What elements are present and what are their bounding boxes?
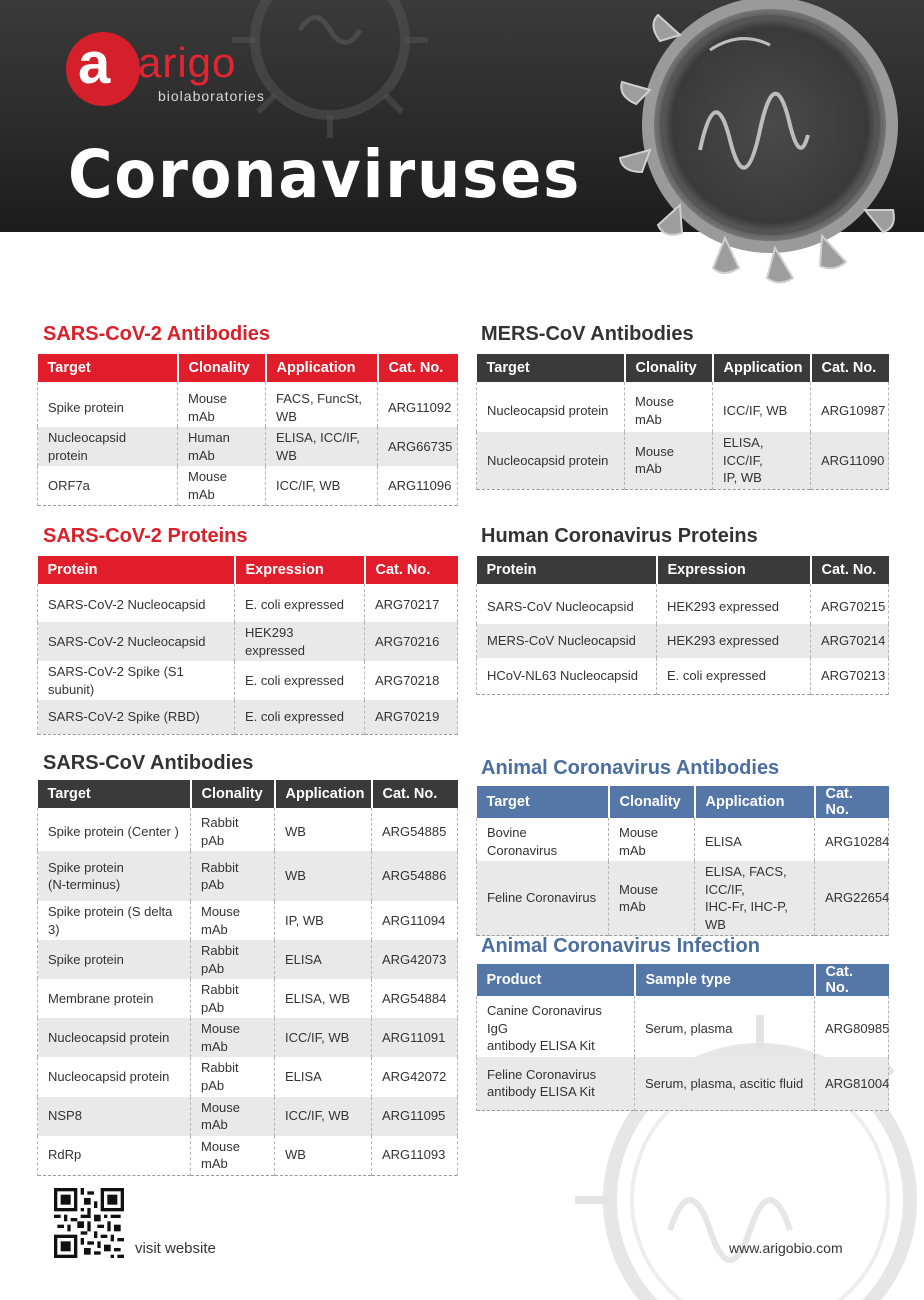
table-row [38,700,458,734]
cat-no-cell: ARG81004 [815,1057,889,1111]
target-cell: Spike protein (S delta 3) [38,901,191,940]
expression-cell: HEK293 expressed [657,584,811,624]
table-row [38,1136,458,1176]
target-cell: Feline Coronavirus [477,861,609,936]
animal-coronavirus-antibodies-title: Animal Coronavirus Antibodies [481,757,780,779]
protein-cell: HCoV-NL63 Nucleocapsid [477,658,657,694]
column-header: Cat. No. [378,354,458,382]
table-row [38,584,458,622]
column-header: Application [713,354,811,382]
application-cell: ICC/IF, WB [275,1018,372,1057]
expression-cell: HEK293 expressed [657,624,811,658]
target-cell: NSP8 [38,1097,191,1136]
cat-no-cell: ARG11092 [378,382,458,427]
application-cell: ELISA, WB [275,979,372,1018]
column-header: Cat. No. [811,354,889,382]
cat-no-cell: ARG11093 [372,1136,458,1176]
sars-cov2-proteins-table [37,556,458,735]
cat-no-cell: ARG11095 [372,1097,458,1136]
application-cell: WB [275,1136,372,1176]
table-row [477,996,889,1057]
table-row [38,427,458,466]
clonality-cell: Mouse mAb [191,1136,275,1176]
table-row [38,979,458,1018]
column-header: Application [275,780,372,808]
human-coronavirus-proteins-table [476,556,889,695]
cat-no-cell: ARG70215 [811,584,889,624]
clonality-cell: Rabbit pAb [191,979,275,1018]
protein-cell: SARS-CoV-2 Spike (RBD) [38,700,235,734]
cat-no-cell: ARG22654 [815,861,889,936]
table-row [38,940,458,979]
column-header: Cat. No. [365,556,458,584]
cat-no-cell: ARG42072 [372,1057,458,1096]
cat-no-cell: ARG80985 [815,996,889,1057]
table-row [477,861,889,936]
column-header: Expression [657,556,811,584]
cat-no-cell: ARG66735 [378,427,458,466]
cat-no-cell: ARG54884 [372,979,458,1018]
mers-cov-antibodies-table [476,354,889,490]
cat-no-cell: ARG70218 [365,661,458,700]
application-cell: ELISA, ICC/IF, WB [266,427,378,466]
application-cell: ICC/IF, WB [713,382,811,432]
table-header-row [477,354,889,382]
application-cell: WB [275,851,372,901]
clonality-cell: Mouse mAb [609,861,695,936]
animal-coronavirus-infection-title: Animal Coronavirus Infection [481,935,760,957]
clonality-cell: Mouse mAb [625,432,713,489]
table-row [477,658,889,694]
arigo-logo[interactable] [66,32,276,112]
expression-cell: HEK293 expressed [235,622,365,661]
table-row [477,432,889,489]
column-header: Clonality [178,354,266,382]
target-cell: Nucleocapsid protein [38,1018,191,1057]
protein-cell: MERS-CoV Nucleocapsid [477,624,657,658]
cat-no-cell: ARG70216 [365,622,458,661]
application-cell: ELISA [275,1057,372,1096]
column-header: Clonality [191,780,275,808]
product-cell: Feline Coronavirus antibody ELISA Kit [477,1057,635,1111]
column-header: Clonality [625,354,713,382]
column-header: Protein [477,556,657,584]
expression-cell: E. coli expressed [235,700,365,734]
sars-cov2-antibodies-table [37,354,458,506]
column-header: Product [477,964,635,996]
table-row [38,808,458,851]
column-header: Sample type [635,964,815,996]
website-url-link[interactable]: www.arigobio.com [729,1240,843,1256]
target-cell: Spike protein [38,382,178,427]
logo-subtitle: biolaboratories [158,88,265,104]
page-header [0,0,924,232]
table-row [38,1097,458,1136]
table-header-row [477,556,889,584]
protein-cell: SARS-CoV Nucleocapsid [477,584,657,624]
target-cell: ORF7a [38,466,178,506]
qr-code-icon[interactable] [54,1188,124,1258]
logo-letter: a [78,31,111,96]
table-row [38,1018,458,1057]
sars-cov2-proteins-title: SARS-CoV-2 Proteins [43,525,248,547]
application-cell: ELISA [695,818,815,861]
column-header: Cat. No. [815,964,889,996]
clonality-cell: Mouse mAb [191,1018,275,1057]
cat-no-cell: ARG54885 [372,808,458,851]
table-row [38,661,458,700]
table-row [477,584,889,624]
column-header: Cat. No. [372,780,458,808]
visit-website-label: visit website [135,1240,216,1257]
target-cell: Spike protein (N-terminus) [38,851,191,901]
clonality-cell: Mouse mAb [178,466,266,506]
table-row [38,901,458,940]
column-header: Cat. No. [811,556,889,584]
application-cell: ELISA [275,940,372,979]
table-row [38,466,458,506]
cat-no-cell: ARG70214 [811,624,889,658]
animal-coronavirus-infection-table [476,964,889,1111]
target-cell: Nucleocapsid protein [477,432,625,489]
cat-no-cell: ARG11091 [372,1018,458,1057]
sars-cov2-antibodies-title: SARS-CoV-2 Antibodies [43,323,271,345]
cat-no-cell: ARG10284 [815,818,889,861]
application-cell: ELISA, ICC/IF, IP, WB [713,432,811,489]
clonality-cell: Rabbit pAb [191,940,275,979]
cat-no-cell: ARG70219 [365,700,458,734]
sars-cov-antibodies-title: SARS-CoV Antibodies [43,752,254,774]
cat-no-cell: ARG70213 [811,658,889,694]
target-cell: Spike protein [38,940,191,979]
expression-cell: E. coli expressed [235,661,365,700]
animal-coronavirus-antibodies-table [476,786,889,936]
table-row [38,851,458,901]
clonality-cell: Rabbit pAb [191,851,275,901]
table-row [38,622,458,661]
clonality-cell: Rabbit pAb [191,1057,275,1096]
expression-cell: E. coli expressed [235,584,365,622]
page-title: Coronaviruses [68,136,582,213]
clonality-cell: Mouse mAb [191,1097,275,1136]
table-row [38,382,458,427]
target-cell: Membrane protein [38,979,191,1018]
column-header: Expression [235,556,365,584]
human-coronavirus-proteins-title: Human Coronavirus Proteins [481,525,758,547]
cat-no-cell: ARG10987 [811,382,889,432]
cat-no-cell: ARG54886 [372,851,458,901]
application-cell: ICC/IF, WB [266,466,378,506]
target-cell: Bovine Coronavirus [477,818,609,861]
sars-cov-antibodies-table [37,780,458,1176]
column-header: Application [695,786,815,818]
table-header-row [477,964,889,996]
table-row [477,382,889,432]
logo-wordmark: arigo [138,39,237,86]
product-cell: Canine Coronavirus IgG antibody ELISA Kit [477,996,635,1057]
sample-type-cell: Serum, plasma [635,996,815,1057]
column-header: Protein [38,556,235,584]
application-cell: IP, WB [275,901,372,940]
cat-no-cell: ARG42073 [372,940,458,979]
clonality-cell: Human mAb [178,427,266,466]
table-row [38,1057,458,1096]
table-header-row [38,354,458,382]
column-header: Clonality [609,786,695,818]
cat-no-cell: ARG11090 [811,432,889,489]
table-header-row [477,786,889,818]
column-header: Cat. No. [815,786,889,818]
table-header-row [38,556,458,584]
table-row [477,818,889,861]
clonality-cell: Mouse mAb [178,382,266,427]
protein-cell: SARS-CoV-2 Nucleocapsid [38,584,235,622]
expression-cell: E. coli expressed [657,658,811,694]
clonality-cell: Rabbit pAb [191,808,275,851]
target-cell: RdRp [38,1136,191,1176]
sample-type-cell: Serum, plasma, ascitic fluid [635,1057,815,1111]
cat-no-cell: ARG70217 [365,584,458,622]
table-row [477,1057,889,1111]
target-cell: Nucleocapsid protein [38,1057,191,1096]
clonality-cell: Mouse mAb [625,382,713,432]
column-header: Target [38,780,191,808]
protein-cell: SARS-CoV-2 Spike (S1 subunit) [38,661,235,700]
column-header: Application [266,354,378,382]
cat-no-cell: ARG11094 [372,901,458,940]
cat-no-cell: ARG11096 [378,466,458,506]
application-cell: ELISA, FACS, ICC/IF, IHC-Fr, IHC-P, WB [695,861,815,936]
protein-cell: SARS-CoV-2 Nucleocapsid [38,622,235,661]
clonality-cell: Mouse mAb [609,818,695,861]
application-cell: ICC/IF, WB [275,1097,372,1136]
mers-cov-antibodies-title: MERS-CoV Antibodies [481,323,694,345]
application-cell: WB [275,808,372,851]
column-header: Target [477,786,609,818]
application-cell: FACS, FuncSt, WB [266,382,378,427]
column-header: Target [38,354,178,382]
table-header-row [38,780,458,808]
target-cell: Nucleocapsid protein [38,427,178,466]
clonality-cell: Mouse mAb [191,901,275,940]
column-header: Target [477,354,625,382]
target-cell: Nucleocapsid protein [477,382,625,432]
logo-mark [66,32,140,106]
table-row [477,624,889,658]
target-cell: Spike protein (Center ) [38,808,191,851]
